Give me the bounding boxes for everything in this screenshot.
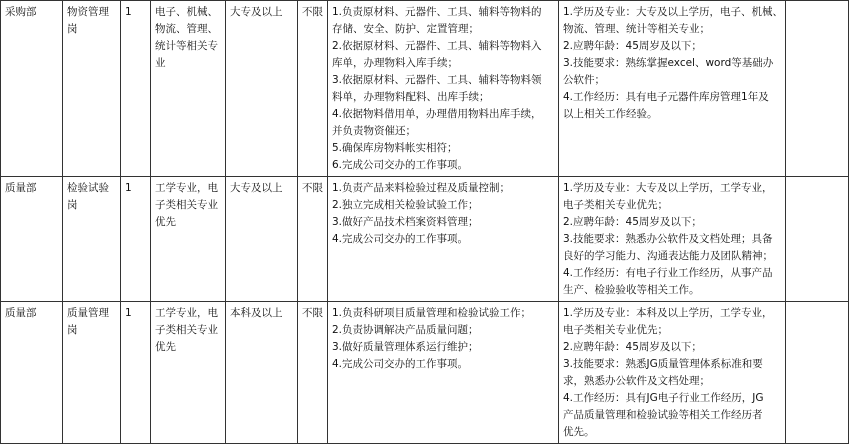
duty-line: 5.确保库房物料帐实相符；: [332, 142, 458, 154]
requirement-line: 电子类相关专业优先；: [563, 199, 668, 211]
department-cell: [1, 302, 63, 444]
duty-line: 1.负责产品来料检验过程及质量控制；: [332, 182, 511, 194]
education-text: 本科及以上: [230, 307, 283, 319]
department-text: 质量部: [5, 307, 37, 319]
requirement-line: 3.技能要求：熟练掌握excel、word等基础办: [563, 57, 774, 69]
duty-line: 2.依据原材料、元器件、工具、辅料等物料入: [332, 40, 542, 52]
major-text: 电子、机械、物流、管理、统计等相关专业: [155, 6, 218, 69]
table-row: [1, 177, 849, 302]
duties-cell: [328, 177, 559, 302]
remarks-cell: [786, 302, 849, 444]
position-cell: [63, 1, 121, 177]
position-text: 检验试验岗: [67, 182, 109, 211]
duty-line: 3.依据原材料、元器件、工具、辅料等物料领: [332, 74, 542, 86]
duty-line: 1.负责科研项目质量管理和检验试验工作；: [332, 307, 532, 319]
remarks-cell: [786, 177, 849, 302]
requirement-line: 3.技能要求：熟悉办公软件及文档处理；具备: [563, 233, 773, 245]
gender-cell: [298, 177, 328, 302]
position-text: 物资管理岗: [67, 6, 109, 35]
gender-text: 不限: [302, 307, 323, 319]
education-cell: [226, 302, 298, 444]
headcount-cell: [121, 302, 151, 444]
duty-line: 6.完成公司交办的工作事项。: [332, 159, 469, 171]
gender-cell: [298, 1, 328, 177]
gender-cell: [298, 302, 328, 444]
requirement-line: 优先。: [563, 426, 595, 438]
education-cell: [226, 177, 298, 302]
requirement-line: 产品质量管理和检验试验等相关工作经历者: [563, 409, 763, 421]
requirement-line: 4.工作经历：具有电子元器件库房管理1年及: [563, 91, 769, 103]
duty-line: 2.负责协调解决产品质量问题；: [332, 324, 479, 336]
duty-line: 1.负责原材料、元器件、工具、辅料等物料的: [332, 6, 542, 18]
department-cell: [1, 177, 63, 302]
requirement-line: 电子类相关专业优先；: [563, 324, 668, 336]
position-cell: [63, 177, 121, 302]
department-text: 采购部: [5, 6, 37, 18]
duty-line: 库单，办理物料入库手续；: [332, 57, 458, 69]
requirement-line: 1.学历及专业：大专及以上学历，电子、机械、: [563, 6, 784, 18]
remarks-cell: [786, 1, 849, 177]
education-cell: [226, 1, 298, 177]
department-text: 质量部: [5, 182, 37, 194]
table-row: [1, 1, 849, 177]
requirement-line: 2.应聘年龄：45周岁及以下；: [563, 341, 702, 353]
requirement-line: 2.应聘年龄：45周岁及以下；: [563, 40, 702, 52]
major-text: 工学专业，电子类相关专业优先: [155, 307, 218, 353]
duty-line: 3.做好产品技术档案资料管理；: [332, 216, 479, 228]
requirements-cell: [559, 177, 786, 302]
position-text: 质量管理岗: [67, 307, 109, 336]
duty-line: 料单，办理物料配料、出库手续；: [332, 91, 490, 103]
duty-line: 4.完成公司交办的工作事项。: [332, 358, 469, 370]
gender-text: 不限: [302, 182, 323, 194]
requirement-line: 1.学历及专业：本科及以上学历，工学专业，: [563, 307, 773, 319]
table-row: [1, 302, 849, 444]
duty-line: 4.完成公司交办的工作事项。: [332, 233, 469, 245]
gender-text: 不限: [302, 6, 323, 18]
duties-cell: [328, 1, 559, 177]
duty-line: 存储、安全、防护、定置管理；: [332, 23, 479, 35]
requirement-line: 4.工作经历：具有JG电子行业工作经历，JG: [563, 392, 764, 404]
major-cell: [151, 302, 226, 444]
headcount-text: 1: [125, 182, 132, 194]
requirement-line: 4.工作经历：有电子行业工作经历，从事产品: [563, 267, 773, 279]
requirement-line: 良好的学习能力、沟通表达能力及团队精神；: [563, 250, 773, 262]
duties-cell: [328, 302, 559, 444]
department-cell: [1, 1, 63, 177]
requirement-line: 2.应聘年龄：45周岁及以下；: [563, 216, 702, 228]
position-cell: [63, 302, 121, 444]
requirement-line: 物流、管理、统计等相关专业；: [563, 23, 710, 35]
requirements-cell: [559, 1, 786, 177]
major-text: 工学专业，电子类相关专业优先: [155, 182, 218, 228]
requirement-line: 3.技能要求：熟悉JG质量管理体系标准和要: [563, 358, 763, 370]
major-cell: [151, 1, 226, 177]
requirements-cell: [559, 302, 786, 444]
duty-line: 3.做好质量管理体系运行维护；: [332, 341, 479, 353]
headcount-cell: [121, 177, 151, 302]
education-text: 大专及以上: [230, 182, 283, 194]
headcount-text: 1: [125, 307, 132, 319]
headcount-cell: [121, 1, 151, 177]
requirement-line: 以上相关工作经验。: [563, 108, 658, 120]
requirement-line: 生产、检验验收等相关工作。: [563, 284, 700, 296]
requirement-line: 1.学历及专业：大专及以上学历，工学专业，: [563, 182, 773, 194]
duty-line: 并负责物资催还；: [332, 125, 416, 137]
headcount-text: 1: [125, 6, 132, 18]
duty-line: 4.依据物料借用单，办理借用物料出库手续，: [332, 108, 542, 120]
education-text: 大专及以上: [230, 6, 283, 18]
duty-line: 2.独立完成相关检验试验工作；: [332, 199, 479, 211]
requirement-line: 公软件；: [563, 74, 605, 86]
requirement-line: 求，熟悉办公软件及文档处理；: [563, 375, 710, 387]
major-cell: [151, 177, 226, 302]
